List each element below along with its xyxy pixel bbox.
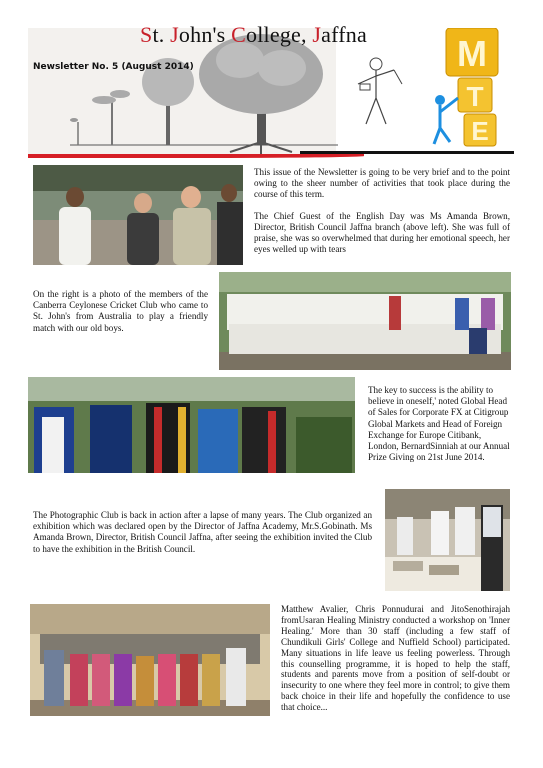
exhibition-photo bbox=[385, 489, 510, 591]
logo-letter-e: E bbox=[471, 116, 489, 146]
issue-label: Newsletter No. 5 (August 2014) bbox=[33, 62, 194, 72]
cricket-text: On the right is a photo of the members of the Canberra Ceylonese Cricket Club who came to St. John's from Australia to play a friendly match with our old boys. bbox=[33, 289, 208, 333]
prize-caption bbox=[368, 385, 510, 473]
intro-paragraph-1: This issue of the Newsletter is going to be very brief and to the point owing to the sheer number of activities that took place during the course of this term. bbox=[254, 167, 510, 200]
photo-club-caption bbox=[33, 510, 372, 565]
english-day-photo bbox=[33, 165, 243, 265]
header-rule-red bbox=[28, 154, 364, 158]
cricket-caption bbox=[33, 289, 208, 344]
cricket-team-photo bbox=[219, 272, 511, 370]
header-rule-black bbox=[300, 151, 514, 154]
gardener-sketch bbox=[352, 54, 404, 130]
workshop-group-photo bbox=[30, 604, 270, 716]
title-letter-j2: J bbox=[312, 22, 322, 47]
photo-club-text: The Photographic Club is back in action after a lapse of many years. The Club organized an exhibition which was declared open by the Director of Jaffna Academy, Mr.S.Gobinath. Ms Amanda Brown, Director, British Council Jaffna, after seeing the exhibition invited the Club to have the exhibition in the British Council. bbox=[33, 510, 372, 554]
title-letter-j: J bbox=[170, 22, 179, 47]
newsletter-title bbox=[140, 22, 367, 48]
title-part-affna: affna bbox=[321, 22, 367, 47]
prize-giving-photo bbox=[28, 377, 355, 473]
title-part-ohns: ohn's bbox=[178, 22, 232, 47]
workshop-caption bbox=[281, 604, 510, 723]
title-letter-c: C bbox=[231, 22, 247, 47]
workshop-text: Matthew Avalier, Chris Ponnudurai and JitoSenothirajah fromUsaran Healing Ministry conducted a workshop on 'Inner Healing.' More than 30 staff (including a few staff of Chundikuli Girls' College and Nuffield School) participated. Many situations in life leave us feeling powerless. Through this counselling programme, it is hoped to help the staff, students and parents move from a position of self-doubt or insecurity to one where they feel more in control; to give them back choice in their life and hopefully the confidence to use that choice... bbox=[281, 604, 510, 713]
title-letter-s: S bbox=[140, 22, 153, 47]
intro-paragraph-2: The Chief Guest of the English Day was Ms Amanda Brown, Director, British Council Jaffna branch (above left). She was full of praise, she was so overwhelmed that during her emotional speech, her eyes welled up with tears bbox=[254, 210, 510, 255]
tree-growth-illustration bbox=[60, 30, 340, 154]
prize-text: The key to success is the ability to believe in oneself,' noted Global Head of Sales for Corporate FX at Citigroup Global Markets and Head of Foreign Exchange for Europe Citibank, London, BernardSinniah at our Annual Prize Giving on 21st June 2014. bbox=[368, 385, 510, 463]
logo-letter-m: M bbox=[457, 33, 487, 74]
mte-logo bbox=[430, 28, 514, 148]
logo-letter-t: T bbox=[466, 81, 484, 112]
intro-text bbox=[254, 167, 510, 265]
title-part-ollege: ollege, bbox=[246, 22, 313, 47]
title-part-t: t. bbox=[152, 22, 171, 47]
